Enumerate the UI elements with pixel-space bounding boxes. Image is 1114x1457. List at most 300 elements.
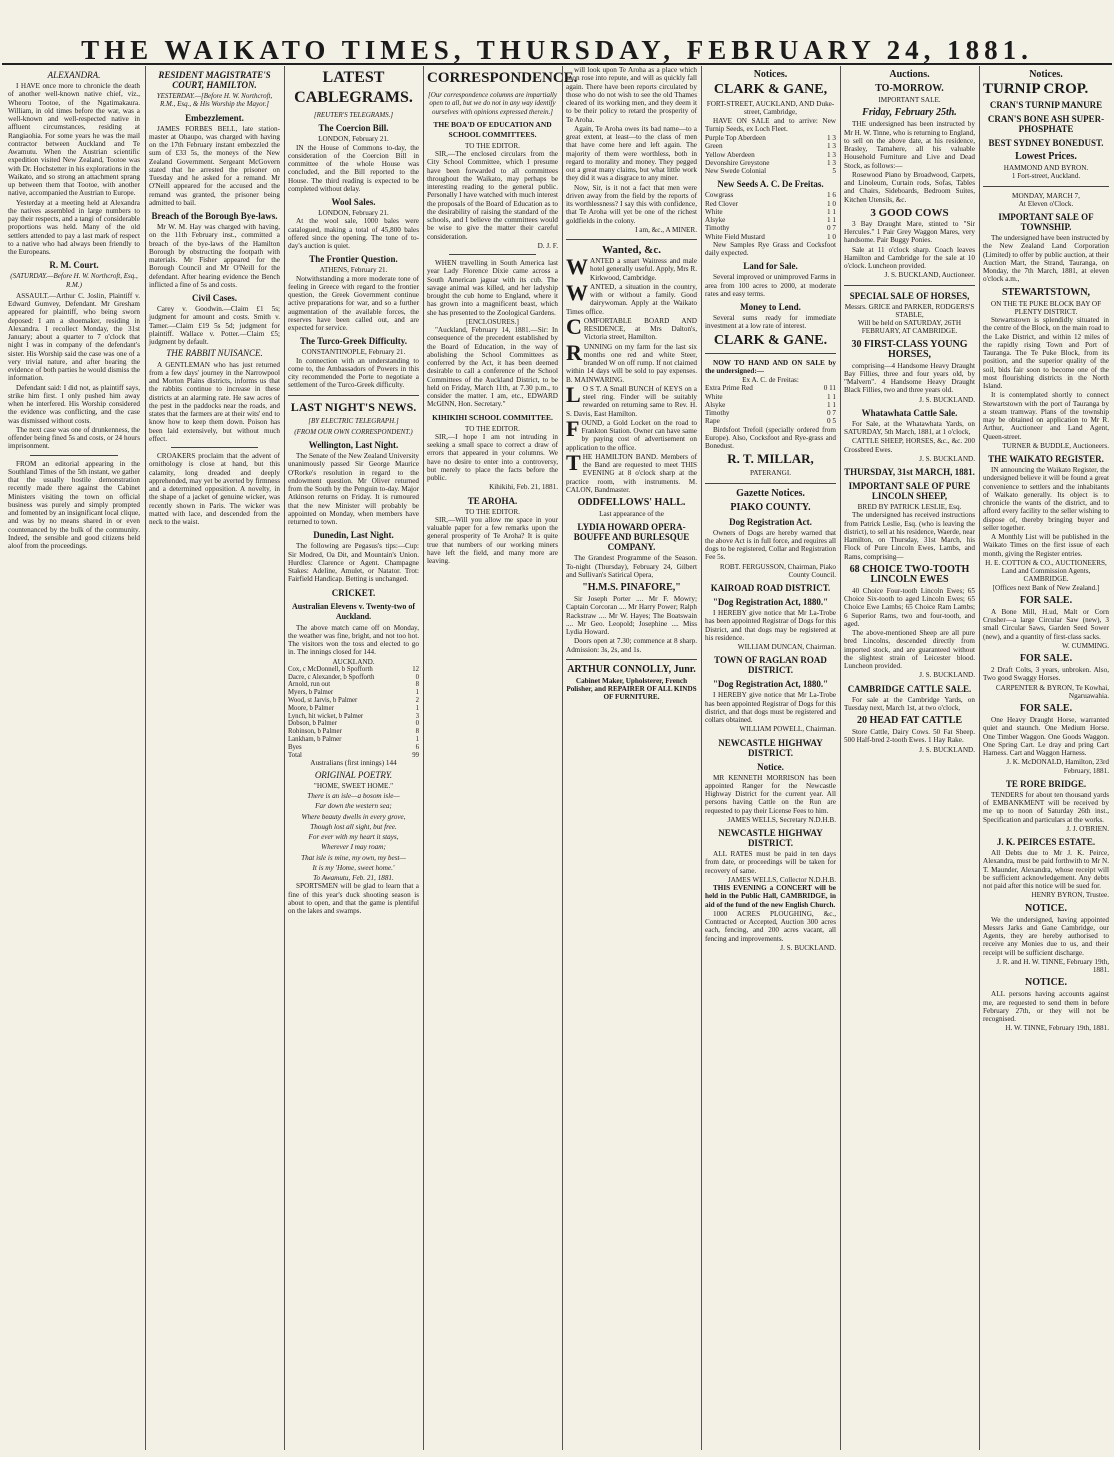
classified-ad [566,279,697,316]
section-heading: The Coercion Bill. [318,123,389,134]
price-item-name: White [705,392,723,401]
ad-text: HE HAMILTON BAND. Members of the Band are requested to meet THIS EVENING at 8 o'clock sharp at the practice room, with instruments. M. CALON, Bandmaster. [566,452,697,494]
price-item-name: Devonshire Greystone [705,158,770,167]
cricket-row [288,744,419,752]
auction-paragraph: For sale at the Cambridge Yards, on Tuesday next, March 1st, at two o'clock, [844,695,975,712]
ad-text: ANTED a smart Waitress and male hotel generally useful. Apply, Mrs R. Kirkwood, Cambridge. [590,257,697,282]
price-row [705,134,836,142]
notice-paragraph: A Monthly List will be published in the Waikato Times on the first issue of each month, giving the Register entries. [983,533,1109,558]
ad-text: ANTED, a situation in the country, with or without a family. Good dairywoman. Apply at the Waikato Times office. [566,282,697,316]
letter-addressee: TO THE EDITOR. [465,424,520,433]
money-paragraph: Several sums ready for immediate investment at a low rate of interest. [705,314,836,331]
opera-paragraph: Doors open at 7.30; commence at 8 sharp. Admission: 3s, 2s, and 1s. [566,637,697,654]
clark-address: FORT-STREET, AUCKLAND, AND Duke-street, Cambridge, [706,100,835,117]
batsman-score: 0 [415,673,419,681]
batsman-name: Lynch, hit wicket, b Palmer [288,712,364,720]
batsman-name: Robinson, b Palmer [288,728,342,736]
lowest-prices: Lowest Prices. [1015,151,1077,162]
auction-paragraph: CATTLE SHEEP, HORSES, &c., &c. 200 Crossbred Ewes. [844,437,975,454]
auctioneer-signature: J. S. BUCKLAND. [919,745,975,754]
article-paragraph: Notwithstanding a more moderate tone of feeling in Greece with regard to the frontier question, the Greek Government continue active preparations for war, and so a further augmentation of the available forces, the reserves have been called out, and are expected for service. [288,274,419,332]
court-subheading: (SATURDAY.—Before H. W. Northcroft, Esq., R.M.) [10,272,138,289]
article-paragraph: I HAVE once more to chronicle the death of another well-known native chief, viz., Wheoru Tootoe, of the Ngatimakaura. William, in old times before the war, was a well-known and well-respected native in affluent circumstances, residing at Rangiaohia. For some years he was the mail contractor between Auckland and Te Awamutu. When the Austrian scientific expedition visited New Zealand, Tootoe was with Dr. Hochstetter in his explorations in the Waikato, and so strong an attachment sprang up between them that Tootoe, with another native, accompanied the Austrian to Europe. [8,82,140,198]
whata-heading: Whatawhata Cattle Sale. [861,407,958,418]
auction-paragraph: The above-mentioned Sheep are all pure bred Lincolns, descended directly from imported stock, and are guaranteed without the slightest strain of Leicester blood. Luncheon provided. [844,629,975,670]
clark-paragraph: HAVE ON SALE and to arrive: New Turnip Seeds, ex Loch Fleet. [705,116,836,133]
office-address: [Offices next Bank of New Zealand.] [992,583,1100,592]
price-row [705,191,836,199]
notice-signature: J. J. O'BRIEN. [1066,824,1109,833]
piako-paragraph: Owners of Dogs are hereby warned that the above Act is in full force, and requires all dogs to be registered, Collar and Registration Fee 5s. [705,528,836,562]
section-heading: Breach of the Borough Bye-laws. [151,211,278,221]
price-row [705,208,836,216]
cricket-row [288,697,419,705]
sale-date: Friday, February 25th. [862,107,957,119]
article-paragraph: The above match came off on Monday, the weather was fine, bright, and not too hot. The visitors won the toss and elected to go in. The innings closed for 144. [288,623,419,657]
wanted-heading: Wanted, &c. [602,244,661,256]
ploughing-notice: 1000 ACRES PLOUGHING, &c., Contracted or Accepted, Auction 300 acres each, fencing, and 200 acres vacant, all fencing and improvements. [705,909,836,943]
cablegrams-heading: LATEST CABLEGRAMS. [294,69,413,106]
column-rule [145,66,146,1450]
notice-paragraph: TENDERS for about ten thousand yards of EMBANKMENT will be received by me up to noon of Saturday 26th inst., Specification and particulars at the works. [983,790,1109,824]
article-paragraph: The following are Pegasus's tips:—Cup: Sir Modred, Oa Dit, and Mountain's Union. Hurdles: Clarence or Agent. Champagne Stakes: Adeline, Amulet, or Natator. Trot: Fairfield Handicap. Betting is unchanged. [288,542,419,584]
now-heading: NOW TO HAND AND ON SALE by the undersigned:— [705,358,836,375]
poem-title: "HOME, SWEET HOME." [313,781,394,790]
separator [844,285,975,286]
letter-paragraph: SIR,—The enclosed circulars from the City School Committee, which I presume have been forwarded to all committees throughout the Waikato, may perhaps be interesting reading to the general public. Personally I have watched with much interest the proposals of the Board of Education as to the desirability of raising the standard of the schools, and I believe the committees would be wise to give the matter their careful consideration. [427,150,558,241]
article-paragraph: CROAKERS proclaim that the advent of ornithology is close at hand, but this calamity, long dreaded and deeply apprehended, may yet be averted by firmness and a determined opposition. A novelty, in the shape of a jacket of genuine wicker, was recently shown in Paris. The wicker was matted with lace, and descended from the neck to the waist. [149,452,280,526]
notice-signature: W. CUMMING. [1061,641,1109,650]
notice-heading: NOTICE. [1025,902,1067,914]
newcastle2-paragraph: ALL RATES must be paid in ten days from date, or proceedings will be taken for recovery of same. [705,850,836,875]
classified-ad [566,339,697,384]
column-rule [840,66,841,1450]
classified-ad [566,449,697,494]
newcastle-heading: NEWCASTLE HIGHWAY DISTRICT. [718,737,823,758]
masthead-title: THE WAIKATO TIMES, THURSDAY, FEBRUARY 24, 1881. [81,35,1033,65]
section-heading: Wool Sales. [331,197,376,207]
cricket-result: Australians (first innings) 144 [310,759,397,768]
article-paragraph: FROM an editorial appearing in the Southland Times of the 5th instant, we gather that the usually hostile demonstration recently made there against the Cabinet Ministers visiting the town on official business was purely and simply prompted and fomented by an insignificant local clique, and was by no means shared in or even countenanced by the bulk of the community. Indeed, the sensible and good citizens held aloof from the proceedings. [8,459,140,550]
batsman-name: Byes [288,743,302,751]
notice-paragraph: Stewartstown is splendidly situated in the centre of the Block, on the main road to the Lake District, and within 12 miles of the rapidly rising Town and Port of Tauranga. The Te Puke Block, from its position, and the superior quality of the soil, bids fair soon to become one of the most flourishing districts in the North Island. [983,316,1109,390]
price-row [705,417,836,425]
poem-line: Though lost all sight, but free. [310,822,397,831]
land-heading: Land for Sale. [743,261,798,272]
column-rule [562,66,563,1450]
price-item-value: 1 3 [827,134,836,142]
price-item-value: 1 1 [827,216,836,224]
auction-paragraph: The undersigned has received instructions from Patrick Leslie, Esq. (who is leaving the district), to sell at his residence, Waerde, near Hamilton, on Thursday, 31st March, his Flock of Pure Lincoln Ewes, Lambs, and Rams, comprising— [844,511,975,561]
township-heading: IMPORTANT SALE OF TOWNSHIP. [998,212,1094,232]
forsale-heading: FOR SALE. [1019,653,1073,664]
raglan-heading: TOWN OF RAGLAN ROAD DISTRICT. [714,655,827,676]
drop-cap: L [566,381,581,407]
article-paragraph: IN the House of Commons to-day, the consideration of the Coercion Bill in committee of the whole House was concluded, and the Bill reported to the House. The third reading is expected to be completed without delay. [288,143,419,193]
editorial-note: [Our correspondence columns are impartially open to all, but we do not in any way identify ourselves with opinions expressed therein.] [428,91,557,116]
price-item-name: White [705,207,723,216]
ploughing-signature: J. S. BUCKLAND. [780,943,836,952]
price-list [705,134,836,175]
price-list [705,191,836,241]
raglan-paragraph: I HEREBY give notice that Mr La-Trobe has been appointed Registrar of Dogs for this district, and that dogs must be registered and collars obtained. [705,691,836,724]
price-item-name: Red Clover [705,199,738,208]
article-paragraph: SPORTSMEN will be glad to learn that a fine of this year's duck shooting season is about to open, and that the game is plentiful on the lakes and swamps. [288,882,419,916]
price-row [705,167,836,175]
column-1 [8,66,140,1452]
auction-paragraph: Sale at 11 o'clock sharp. Coach leaves Hamilton and Cambridge for the sale at 10 o'clock. Luncheon provided. [844,245,975,270]
land-paragraph: Several improved or unimproved Farms in area from 100 acres to 2000, at moderate rates and easy terms. [705,273,836,298]
column-rule [423,66,424,1450]
ad-text: O S T. A Small BUNCH of KEYS on a steel ring. Finder will be suitably rewarded on returning same to Rev. H. S. Davis, East Hamilton. [566,384,697,418]
important-sale: IMPORTANT SALE. [878,96,941,104]
auctioneer-signature: J. S. BUCKLAND. [919,454,975,463]
register-heading: THE WAIKATO REGISTER. [988,454,1104,464]
special-sub: Messrs. GRICE and PARKER, RODGERS'S STABLE, [844,302,975,319]
poem-body [288,792,419,872]
price-item-name: Alsyke [705,400,726,409]
poem-line: Far down the western sea; [315,802,392,811]
opera-heading: LYDIA HOWARD OPERA-BOUFFE AND BURLESQUE COMPANY. [573,522,690,553]
hammond-name: HAMMOND AND BYRON. [1003,164,1089,172]
classified-ad [566,381,697,418]
notice-signature: J. K. McDONALD, Hamilton, 23rd February, 1881. [1006,758,1109,775]
price-item-value: 1 6 [827,191,836,200]
batsman-score: 1 [415,735,419,743]
cricket-row [288,674,419,682]
separator [30,455,118,456]
letter-paragraph: Again, Te Aroha owes its bad name—to a great extent, at least—to the class of men that have come here and left again. The majority of them were worthless, both in regard to morality and money. They pegged out a great many claims, but what little work they did it was a disgrace to any miner. [566,124,697,183]
phosphate-heading: CRAN'S BONE ASH SUPER-PHOSPHATE [987,114,1105,134]
letter-heading: KIHIKIHI SCHOOL COMMITTEE. [432,412,553,422]
thirty-heading: 30 FIRST-CLASS YOUNG HORSES, [851,338,968,360]
connolly-subheading: Cabinet Maker, Upholsterer, French Polisher, and REPAIRER OF ALL KINDS OF FURNITURE. [566,676,697,702]
price-item-name: Yellow Aberdeen [705,150,755,159]
now-subheading: Ex A. C. de Freitas: [742,376,799,384]
column-rule [979,66,980,1450]
article-paragraph: At the wool sale, 1000 bales were catalogued, making a total of 45,800 bales offered since the opening. The tone of to-day's auction is quiet. [288,217,419,250]
drop-cap: T [566,449,581,475]
notice-signature: TURNER & BUDDLE, Auctioneers. [1002,441,1109,450]
piako-sub: Dog Registration Act. [729,516,812,527]
correspondence-heading: CORRESPONDENCE. [427,70,578,86]
article-paragraph: Defendant said: I did not, as plaintiff says, strike him first. I only pushed him away when he interfered. His Worship considered the evidence was conflicting, and the case was dismissed without costs. [8,383,140,425]
batsman-score: 1 [415,689,419,697]
hall-heading: ODDFELLOWS' HALL. [577,497,686,508]
auctioneer-signature: J. S. BUCKLAND. [919,671,975,680]
column-4 [427,66,578,1452]
cricket-row [288,705,419,713]
sixtyeight-heading: 68 CHOICE TWO-TOOTH LINCOLN EWES [849,563,970,585]
price-item-name: Rape [705,417,720,426]
price-item-value: 1 1 [827,207,836,216]
cambridge-heading: CAMBRIDGE CATTLE SALE. [847,683,972,694]
poem-line: Where beauty dwells in every grove, [301,812,406,821]
cricket-row [288,666,419,674]
separator [449,254,536,255]
article-paragraph: Carey v. Goodwin.—Claim £1 5s; judgment for amount and costs. Smith v. Tamer.—Claim £19 5s 5d; judgment for plaintiff. Wallace v. Potter.—Claim £5; judgment by default. [149,305,280,346]
forsale-heading: FOR SALE. [1019,594,1073,606]
letter-signature: I am, &c., A MINER. [635,225,697,234]
price-row [705,233,836,241]
kairoad-paragraph: I HEREBY give notice that Mr La-Trobe has been appointed Registrar of Dogs for this District, and that dogs may be registered at his residence. [705,609,836,642]
column-3 [288,66,419,1452]
auction-paragraph: For Sale, at the Whatawhata Yards, on SATURDAY, 5th March, 1881, at 1 o'clock, [844,419,975,436]
price-item-value: 0 5 [827,417,836,426]
ad-text: OUND, a Gold Locket on the road to Frankton Station. Owner can have same by paying cost of advertisement on application to the office. [566,418,697,452]
drop-cap: F [566,415,580,441]
batsman-score: 2 [415,696,419,704]
notice-paragraph: The undersigned have been instructed by the New Zealand Land Corporation (Limited) to offer by public auction, at their Auction Mart, the Strand, Tauranga, on Monday, the 7th March, 1881, at eleven o'clock a.m., [983,234,1110,284]
article-paragraph: WHEN travelling in South America last year Lady Florence Dixie came across a South American jaguar with its cub. The savage animal was killed, and her ladyship brought the cub home to England, where it has grown into a magnificent beast, which she has presented to the Zoological Gardens. [427,259,558,317]
letter-heading: TE AROHA. [467,495,518,506]
ad-text: UNNING on my farm for the last six months one red and white Steer, branded W on off rump. If not claimed within 14 days will be sold to pay expenses. B. MAINWARING. [566,342,697,384]
classified-ad [566,254,697,282]
cricket-row [288,736,419,744]
gazette-heading: Gazette Notices. [736,487,805,499]
price-row [705,200,836,208]
letter-paragraph: SIR,—I hope I am not intruding in seeking a small space to correct a draw of errors that appeared in your columns. We have no desire to enter into a controversy, but merely to place the facts before the public. [427,432,558,482]
article-paragraph: ASSAULT.—Arthur C. Joslin, Plaintiff v. Edward Gumvey, Defendant. Mr Gresham appeared for plaintiff, who being sworn deposed: I am a shoemaker, residing in Alexandra. I recollect Monday, the 31st January; about a quarter to 7 o'clock that night I was in company of the defendant's sister. His Worship said the case was one of a very trivial nature, and after hearing the evidence of both parties he would dismiss the information. [8,291,140,383]
article-paragraph: A GENTLEMAN who has just returned from a few days' journey in the Narrowpool and Morton Plains districts, informs us that the rabbits continue to increase in these districts at an alarming rate. He saw acres of the pest in the paddocks near the roads, and states that the farmers are at their wits' end to know how to keep them down. Poison has been laid extensively, but without much effect. [149,360,280,443]
rabbit-heading: THE RABBIT NUISANCE. [166,348,263,359]
millar-sub: PATERANGI. [749,469,792,478]
batsman-score: 3 [415,712,419,720]
batsman-score: 6 [415,743,419,751]
article-paragraph: Mr W. M. Hay was charged with having, on the 11th February inst., committed a breach of the bye-laws of the Hamilton Borough by obstructing the footpath with materials. Mr Fisher appeared for the Borough Council and Mr O'Neill for the defendant. After hearing evidence the Bench inflicted a fine of 5s and costs. [149,223,280,289]
dateline: LONDON, February 21. [318,209,389,217]
classified-ads [566,254,697,494]
important2-heading: IMPORTANT SALE OF PURE LINCOLN SHEEP, [848,481,971,501]
clark-paragraph: New Samples Rye Grass and Cocksfoot daily expected. [705,240,836,257]
price-row [705,151,836,159]
batsman-name: Wood, st Jarvis, b Palmer [288,696,358,704]
newcastle-signature: JAMES WELLS, Secretary N.D.H.B. [727,815,836,824]
cricket-row [288,720,419,728]
price-list [705,384,836,425]
alexandra-heading: ALEXANDRA. [47,70,101,80]
cricket-row [288,752,419,760]
section-heading: Wellington, Last Night. [308,440,399,450]
poetry-heading: ORIGINAL POETRY. [314,769,393,780]
price-item-name: Purple Top Aberdeen [705,134,766,142]
price-item-value: 0 7 [827,224,836,233]
newcastle-paragraph: MR KENNETH MORRISON has been appointed Ranger for the Newcastle Highway District for the current year. All persons having Cattle on the Run are requested to pay their License Fees to him. [705,773,836,815]
letter-paragraph: SIR,—Will you allow me space in your valuable paper for a few remarks upon the general prosperity of Te Aroha? It is quite true that numbers of our working miners have left the field, and many more are leaving. [427,515,558,565]
notice-paragraph: We the undersigned, having appointed Messrs Jarks and Gane Cambridge, our Agents, they are hereby authorised to receive any Monies due to us, and their receipt will be sufficient discharge. [983,915,1109,957]
price-item-value: 0 7 [827,409,836,417]
price-row [705,159,836,167]
grass-heading: New Seeds A. C. De Freitas. [717,179,824,190]
millar-heading: R. T. MILLAR, [727,451,814,467]
batsman-name: Dobson, b Palmer [288,720,337,728]
price-row [705,401,836,409]
eleven-oclock: At Eleven o'Clock. [1018,199,1074,208]
separator [566,659,697,660]
price-item-value: 5 [832,167,836,175]
opera-cast: Sir Joseph Porter .... Mr F. Mowry; Captain Corcoran .... Mr Harry Power; Ralph Rackstraw .... Mr W. Hayes; The Boatswain .... Mr Geo. Leopold; Josephine .... Miss Lydia Howard. [566,595,697,636]
hall-subheading: Last appearance of the [599,510,664,518]
price-item-name: White Field Mustard [705,232,765,241]
cricket-row [288,689,419,697]
notices-heading: Notices. [1029,69,1063,80]
bonedust-heading: BEST SYDNEY BONEDUST. [988,138,1104,148]
price-item-name: New Swede Colonial [705,167,767,175]
poem-line: That isle is mine, my own, my best— [301,853,406,862]
price-item-value: 1 3 [827,150,836,159]
notice-heading: NOTICE. [1025,977,1067,989]
batsman-score: 1 [415,704,419,712]
kairoad-signature: WILLIAM DUNCAN, Chairman. [737,643,836,651]
price-row [705,224,836,232]
section-heading: Dunedin, Last Night. [313,530,394,541]
article-paragraph: In connection with an understanding to come to, the Ambassadors of Powers in this city recommended the Porte to negotiate a settlement of the Turco-Greek difficulty. [288,356,419,390]
estate-heading: J. K. PEIRCES ESTATE. [996,837,1096,847]
hammond-address: 1 Fort-street, Auckland. [1011,172,1081,181]
price-item-name: Cowgrass [705,191,734,200]
letter-paragraph: "Auckland, February 14, 1881.—Sir: In consequence of the precedent established by the Board of Education, in the way of abolishing the School Committees as conferred by the Act, it has been deemed desirable to call a conference of the School Committees of the Auckland District, to be held on Friday, March 11th, at 7.30 p.m., to consider the matter. I am, etc., EDWARD McGINN, Hon. Secretary." [427,326,558,409]
sheep-list: 40 Choice Four-tooth Lincoln Ewes; 65 Choice Six-tooth to aged Lincoln Ewes; 65 Choice Ewe Lambs; 65 Choice Ram Lambs; 6 Superior Rams, two and four-tooth, and aged. [844,586,975,628]
auction-paragraph: Rosewood Piano by Broadwood, Carpets, and Linoleum, Curtain rods, Sofas, Tables and Chairs, Sideboards, Bedroom Suites, Kitchen Utensils, &c. [844,170,975,204]
dateline: CONSTANTINOPLE, February 21. [301,348,406,357]
poem-line: Wherever I may roam; [321,843,386,852]
batsman-name: Moore, b Palmer [288,704,334,712]
cricket-scorecard [288,666,419,760]
price-item-name: Timothy [705,224,730,233]
section-heading: The Frontier Question. [309,254,398,265]
ad-text: OMFORTABLE BOARD AND RESIDENCE, at Mrs Dalton's, Victoria street, Hamilton. [583,316,697,342]
kairoad-heading: KAIROAD ROAD DISTRICT. [710,583,831,593]
drop-cap: C [566,313,582,339]
separator [705,353,836,354]
letter-paragraph: Now, Sir, is it not a fact that men were driven away from the field by the reports of its worthlessness? I say this with confidence, that Te Aroha will yet be one of the richest goldfields in the colony. [566,183,697,225]
notice-paragraph: All Debts due to Mr J. K. Peirce, Alexandra, must be paid forthwith to Mr N. T. Maunder, Alexandra, whose receipt will be sufficient acknowledgement. Any debts not paid after this notice will be sued for. [983,849,1109,890]
price-item-value: 1 3 [827,142,836,151]
separator [983,186,1109,187]
lastnight-heading: LAST NIGHT'S NEWS. [290,399,417,414]
turnip-heading: TURNIP CROP. [983,81,1089,97]
auction-paragraph: 3 Bay Draught Mare, stinted to "Sir Hercules." 1 Pair Grey Waggon Mares, very handsome. Pair Buggy Ponies. [844,219,975,245]
batsman-name: Lankham, b Palmer [288,735,342,743]
column-6 [705,66,836,1452]
poem-line: There is an isle—a bosom isle— [307,792,400,801]
notice-paragraph: 2 Draft Colts, 3 years, unbroken. Also, Two good Swaggy Horses. [983,666,1109,683]
price-item-name: Alsyke [705,216,726,224]
opera-paragraph: The Grandest Programme of the Season. To-night (Thursday), February 24, Gilbert and Sullivan's Satirical Opera, [566,554,697,579]
court-heading: RESIDENT MAGISTRATE'S COURT, HAMILTON. [158,70,271,90]
special-heading: SPECIAL SALE OF HORSES, [849,290,970,301]
masthead-rule [2,63,1112,65]
price-row [705,393,836,401]
column-2 [149,66,280,1452]
cows-heading: 3 GOOD COWS [870,206,949,219]
manure-heading: CRAN'S TURNIP MANURE [989,100,1103,110]
cricket-row [288,713,419,721]
masthead [0,0,1114,64]
thursday-heading: THURSDAY, 31st MARCH, 1881. [844,467,975,477]
court-heading: R. M. Court. [49,260,99,271]
notice-signature: H. E. COTTON & CO., AUCTIONEERS, Land and Commission Agents, CAMBRIDGE. [985,558,1107,584]
batsman-name: Cox, c McDonnell, b Spofforth [288,665,373,673]
column-7 [844,66,975,1452]
connolly-heading: ARTHUR CONNOLLY, Junr. [567,663,696,675]
raglan-signature: WILLIAM POWELL, Chairman. [739,725,836,734]
court-subheading: YESTERDAY.—[Before H. W. Northcroft, R.M., Esq., & His Worship the Mayor.] [156,92,273,109]
price-row [705,384,836,392]
section-heading: The Turco-Greek Difficulty. [300,336,407,347]
special-paragraph: Will be held on SATURDAY, 26TH FEBRUARY, AT CAMBRIDGE. [857,319,962,336]
cricket-row [288,728,419,736]
price-item-name: Extra Prime Red [705,384,753,393]
cricket-row [288,681,419,689]
batsman-score: 0 [415,720,419,728]
price-row [705,216,836,224]
letter-addressee: TO THE EDITOR. [465,507,520,516]
cricket-heading: CRICKET. [331,587,376,598]
kairoad-sub: "Dog Registration Act, 1880." [712,597,829,607]
twenty-heading: 20 HEAD FAT CATTLE [856,715,963,726]
opera-title: "H.M.S. PINAFORE," [582,582,681,593]
notice-paragraph: IN announcing the Waikato Register, the undersigned believe it will be found a great convenience to settlers and the inhabitants of Waikato generally. Its object is to chronicle the wants of the district, and to afford every facility to the seller wishing to dispose of, thereby bringing buyer and seller together. [983,466,1109,532]
team-name: AUCKLAND. [332,657,375,666]
notices-heading: Notices. [753,69,788,80]
raglan-sub: "Dog Registration Act, 1880." [712,679,829,690]
section-heading: Embezzlement. [185,112,244,123]
drop-cap: W [566,279,588,305]
price-item-value: 0 11 [823,384,836,393]
correspondent-line: (FROM OUR OWN CORRESPONDENT.) [294,427,413,436]
classified-ad [566,415,697,452]
drop-cap: W [566,254,588,279]
newcastle2-heading: NEWCASTLE HIGHWAY DISTRICT. [718,828,823,848]
letter-signature: Kihikihi, Feb. 21, 1881. [489,483,558,492]
telegraph-line: [BY ELECTRIC TELEGRAPH.] [308,416,399,425]
letter-signature: D. J. F. [537,241,558,250]
te-puke-sub: ON THE TE PUKE BLOCK BAY OF PLENTY DISTRICT. [990,299,1102,316]
price-item-value: 1 0 [827,232,836,241]
piako-heading: PIAKO COUNTY. [730,501,811,513]
newcastle-sub: Notice. [757,761,784,772]
auction-paragraph: comprising—4 Handsome Heavy Draught Bay Fillies, three and four years old, by "Malvern". 4 Handsome Heavy Draught Black Fillies, two and three years old. [844,361,975,395]
tomorrow-heading: TO-MORROW. [875,83,944,94]
batsman-score: 8 [415,681,419,689]
agency-line: [REUTER'S TELEGRAMS.] [313,111,394,119]
enclosures-heading: [ENCLOSURES.] [466,317,519,326]
classified-ad [566,313,697,342]
notice-paragraph: It is contemplated shortly to connect Stewartstown with the port of Tauranga by a steam tramway. Plans of the township may be obtained on application to Mr R. Arthur, Auctioneer and Land Agent, Queen-street. [983,391,1109,441]
bridge-heading: TE RORE BRIDGE. [1005,778,1087,789]
notice-paragraph: A Bone Mill, H.ud, Malt or Corn Crusher—a large Circular Saw (new), 3 small Circular Saws, Garden Seed Sower (new), and a quantity of first-class sacks. [983,607,1109,641]
column-8 [983,66,1109,1452]
batsman-name: Arnold, run out [288,681,331,689]
batsman-name: Myers, b Palmer [288,689,334,697]
auctioneer-signature: J. S. BUCKLAND. [919,395,975,404]
separator [171,447,258,448]
section-heading: Civil Cases. [192,293,237,303]
article-paragraph: Yesterday at a meeting held at Alexandra the natives assembled in large numbers to pay their respects, and a tangi of considerable proportions was held. Many of the old settlers attended to pay a last mark of respect to a native who had always been friendly to the Europeans. [8,198,140,256]
column-rule [701,66,702,1450]
clark-heading: CLARK & GANE, [713,82,828,97]
column-5 [566,66,697,1452]
poem-line: For ever with my heart it stays, [308,833,399,842]
dateline: LONDON, February 21. [318,135,389,144]
letter-heading: THE BOA'D OF EDUCATION AND SCHOOL COMMITTEES. [433,119,552,139]
poem-line: It is my 'Home, sweet home.' [312,863,395,872]
poem-signature: To Awamutu, Feb. 21, 1881. [313,874,394,883]
auction-paragraph: Store Cattle, Dairy Cows. 50 Fat Sheep. 500 Half-bred 2-tooth Ewes. 1 Hay Rake. [844,728,975,745]
notice-signature: H. W. TINNE, February 19th, 1881. [1005,1024,1109,1033]
bred-by: BRED BY PATRICK LESLIE, Esq. [857,503,962,511]
